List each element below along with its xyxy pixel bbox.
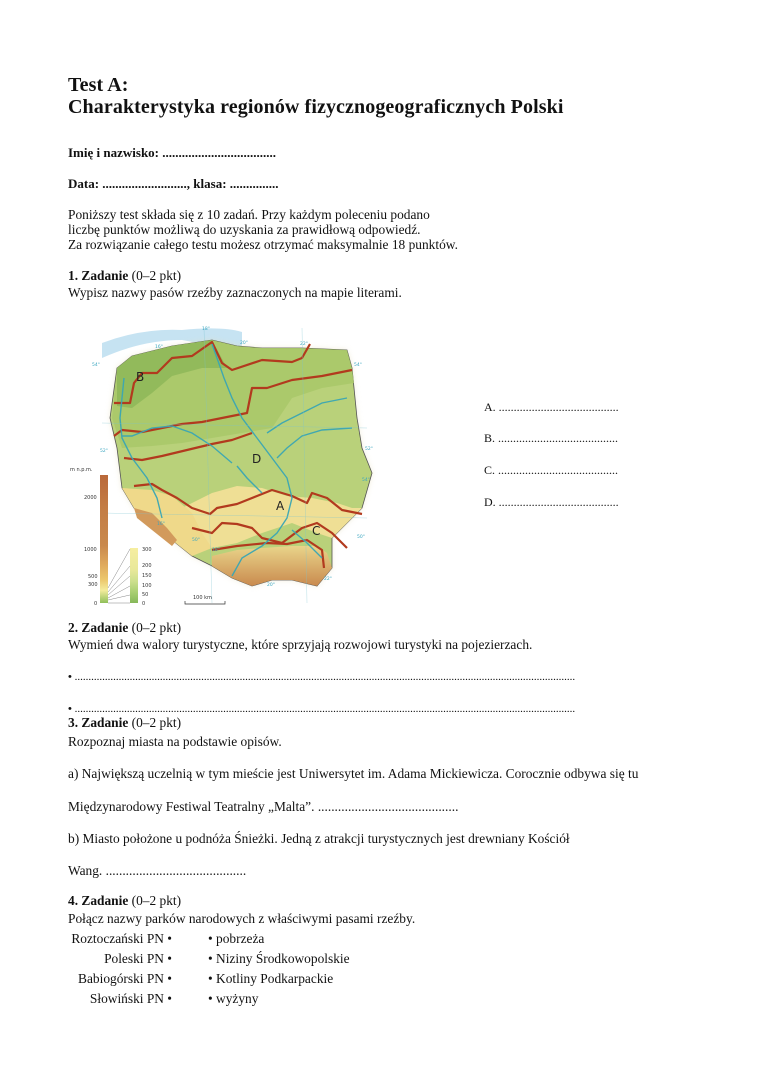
name-field[interactable] — [68, 145, 276, 161]
park-item[interactable]: Poleski PN • — [104, 951, 172, 966]
legend-detail-tick: 100 — [142, 583, 152, 589]
name-label: Imię i nazwisko: — [68, 145, 159, 160]
coord-label: 20° — [240, 341, 248, 346]
legend-detail-bar — [130, 548, 138, 603]
scale-bar — [185, 595, 225, 604]
task-3a-line-1: a) Największą uczelnią w tym mieście jest Uniwersytet im. Adama Mickiewicza. Corocznie odbywa się tu — [68, 766, 639, 781]
task-3b-line-1: b) Miasto położone u podnóża Śnieżki. Jedną z atrakcji turystycznych jest drewniany Kościół — [68, 831, 570, 846]
coord-label: 18° — [212, 548, 220, 553]
region-label-a: A — [276, 499, 285, 513]
intro-line-3: Za rozwiązanie całego testu możesz otrzymać maksymalnie 18 punktów. — [68, 237, 458, 252]
coord-label: 54° — [92, 363, 100, 368]
belt-item[interactable]: • wyżyny — [208, 991, 259, 1006]
answer-b-label: B. — [484, 431, 496, 445]
task-4-prompt: Połącz nazwy parków narodowych z właściwymi pasami rzeźby. — [68, 911, 416, 926]
park-item[interactable]: Roztoczański PN • — [71, 931, 172, 946]
coord-label: 50° — [357, 535, 365, 540]
answer-a-label: A. — [484, 400, 496, 414]
date-label: Data: — [68, 176, 100, 191]
coord-label: 20° — [267, 583, 275, 588]
task-3b-blank[interactable]: .......................................... — [102, 863, 247, 878]
task-2-title: 2. Zadanie — [68, 620, 129, 635]
legend-detail-tick: 0 — [142, 601, 146, 607]
park-item[interactable]: Słowiński PN • — [89, 991, 172, 1006]
task-3-title: 3. Zadanie — [68, 715, 129, 730]
test-title: Test A: — [68, 74, 129, 96]
answer-d-label: D. — [484, 495, 496, 509]
class-blank[interactable]: ............... — [226, 176, 279, 191]
region-label-b: B — [136, 370, 145, 384]
coord-label: 50° — [192, 538, 200, 543]
answer-c-blank[interactable]: ........................................ — [495, 463, 619, 477]
answer-c[interactable] — [484, 463, 618, 478]
date-blank[interactable]: .......................... — [99, 176, 187, 191]
task-3b-text: Wang. — [68, 863, 103, 878]
answer-a-blank[interactable]: ........................................ — [495, 400, 619, 414]
task-2-prompt: Wymień dwa walory turystyczne, które sprzyjają rozwojowi turystyki na pojezierzach. — [68, 637, 533, 652]
park-item[interactable]: Babiogórski PN • — [78, 971, 172, 986]
task-2-heading — [68, 620, 181, 636]
bullet-icon: • — [68, 671, 72, 683]
legend-tick: 1000 — [84, 547, 97, 553]
task-3a-line-2[interactable] — [68, 799, 458, 815]
task-4-title: 4. Zadanie — [68, 893, 129, 908]
coord-label: 54° — [354, 363, 362, 368]
answer-blank[interactable]: ...................................................................................................................................................................................... — [71, 703, 576, 715]
intro-line-2: liczbę punktów możliwą do uzyskania za prawidłową odpowiedź. — [68, 222, 421, 237]
legend-title: m n.p.m. — [70, 467, 93, 473]
task-1-prompt: Wypisz nazwy pasów rzeźby zaznaczonych na mapie literami. — [68, 285, 402, 300]
scale-label: 100 km — [193, 595, 212, 601]
answer-blank[interactable]: ...................................................................................................................................................................................... — [71, 671, 576, 683]
name-blank[interactable]: ................................... — [159, 145, 276, 160]
answer-c-label: C. — [484, 463, 496, 477]
task-3-points: (0–2 pkt) — [128, 715, 182, 730]
legend-tick: 300 — [88, 582, 98, 588]
coord-label: 16° — [157, 522, 165, 527]
coord-label: 18° — [202, 327, 210, 332]
region-label-c: C — [312, 524, 321, 538]
task-2-points: (0–2 pkt) — [128, 620, 182, 635]
answer-d-blank[interactable]: ........................................ — [495, 495, 619, 509]
date-class-field[interactable] — [68, 176, 279, 192]
coord-label: 52° — [100, 449, 108, 454]
belt-item[interactable]: • pobrzeża — [208, 931, 265, 946]
legend-detail-tick: 200 — [142, 563, 152, 569]
task-3a-blank[interactable]: .......................................... — [314, 799, 459, 814]
poland-relief-map — [62, 318, 392, 610]
answer-a[interactable] — [484, 400, 619, 415]
task-2-answer-line-1[interactable] — [68, 669, 694, 685]
task-1-points: (0–2 pkt) — [128, 268, 182, 283]
belt-item[interactable]: • Kotliny Podkarpackie — [208, 971, 334, 986]
bullet-icon: • — [68, 703, 72, 715]
coord-label: 16° — [155, 345, 163, 350]
coord-label: 22° — [324, 577, 332, 582]
legend-tick: 500 — [88, 574, 98, 580]
task-3-heading — [68, 715, 181, 731]
mountains-belt — [212, 546, 332, 586]
legend-detail-tick: 300 — [142, 547, 152, 553]
legend-tick: 0 — [94, 601, 98, 607]
legend-detail-tick: 150 — [142, 573, 152, 579]
coord-label: 22° — [300, 342, 308, 347]
legend-detail-tick: 50 — [142, 592, 149, 598]
class-label: , klasa: — [186, 176, 227, 191]
coord-label: 54° — [362, 478, 370, 483]
intro-line-1: Poniższy test składa się z 10 zadań. Przy każdym poleceniu podano — [68, 207, 430, 222]
legend-tick: 2000 — [84, 495, 97, 501]
task-1-heading — [68, 268, 181, 284]
task-1-title: 1. Zadanie — [68, 268, 129, 283]
belt-item[interactable]: • Niziny Środkowopolskie — [208, 951, 350, 966]
task-4-points: (0–2 pkt) — [128, 893, 182, 908]
coord-label: 52° — [365, 447, 373, 452]
task-3a-text: Międzynarodowy Festiwal Teatralny „Malta”. — [68, 799, 315, 814]
region-label-d: D — [252, 452, 262, 466]
task-3-prompt: Rozpoznaj miasta na podstawie opisów. — [68, 734, 282, 749]
task-4-heading — [68, 893, 181, 909]
answer-b-blank[interactable]: ........................................ — [495, 431, 619, 445]
answer-b[interactable] — [484, 431, 618, 446]
test-subtitle: Charakterystyka regionów fizycznogeograficznych Polski — [68, 96, 564, 118]
answer-d[interactable] — [484, 495, 619, 510]
legend-main-bar — [100, 475, 108, 603]
task-3b-line-2[interactable] — [68, 863, 246, 879]
